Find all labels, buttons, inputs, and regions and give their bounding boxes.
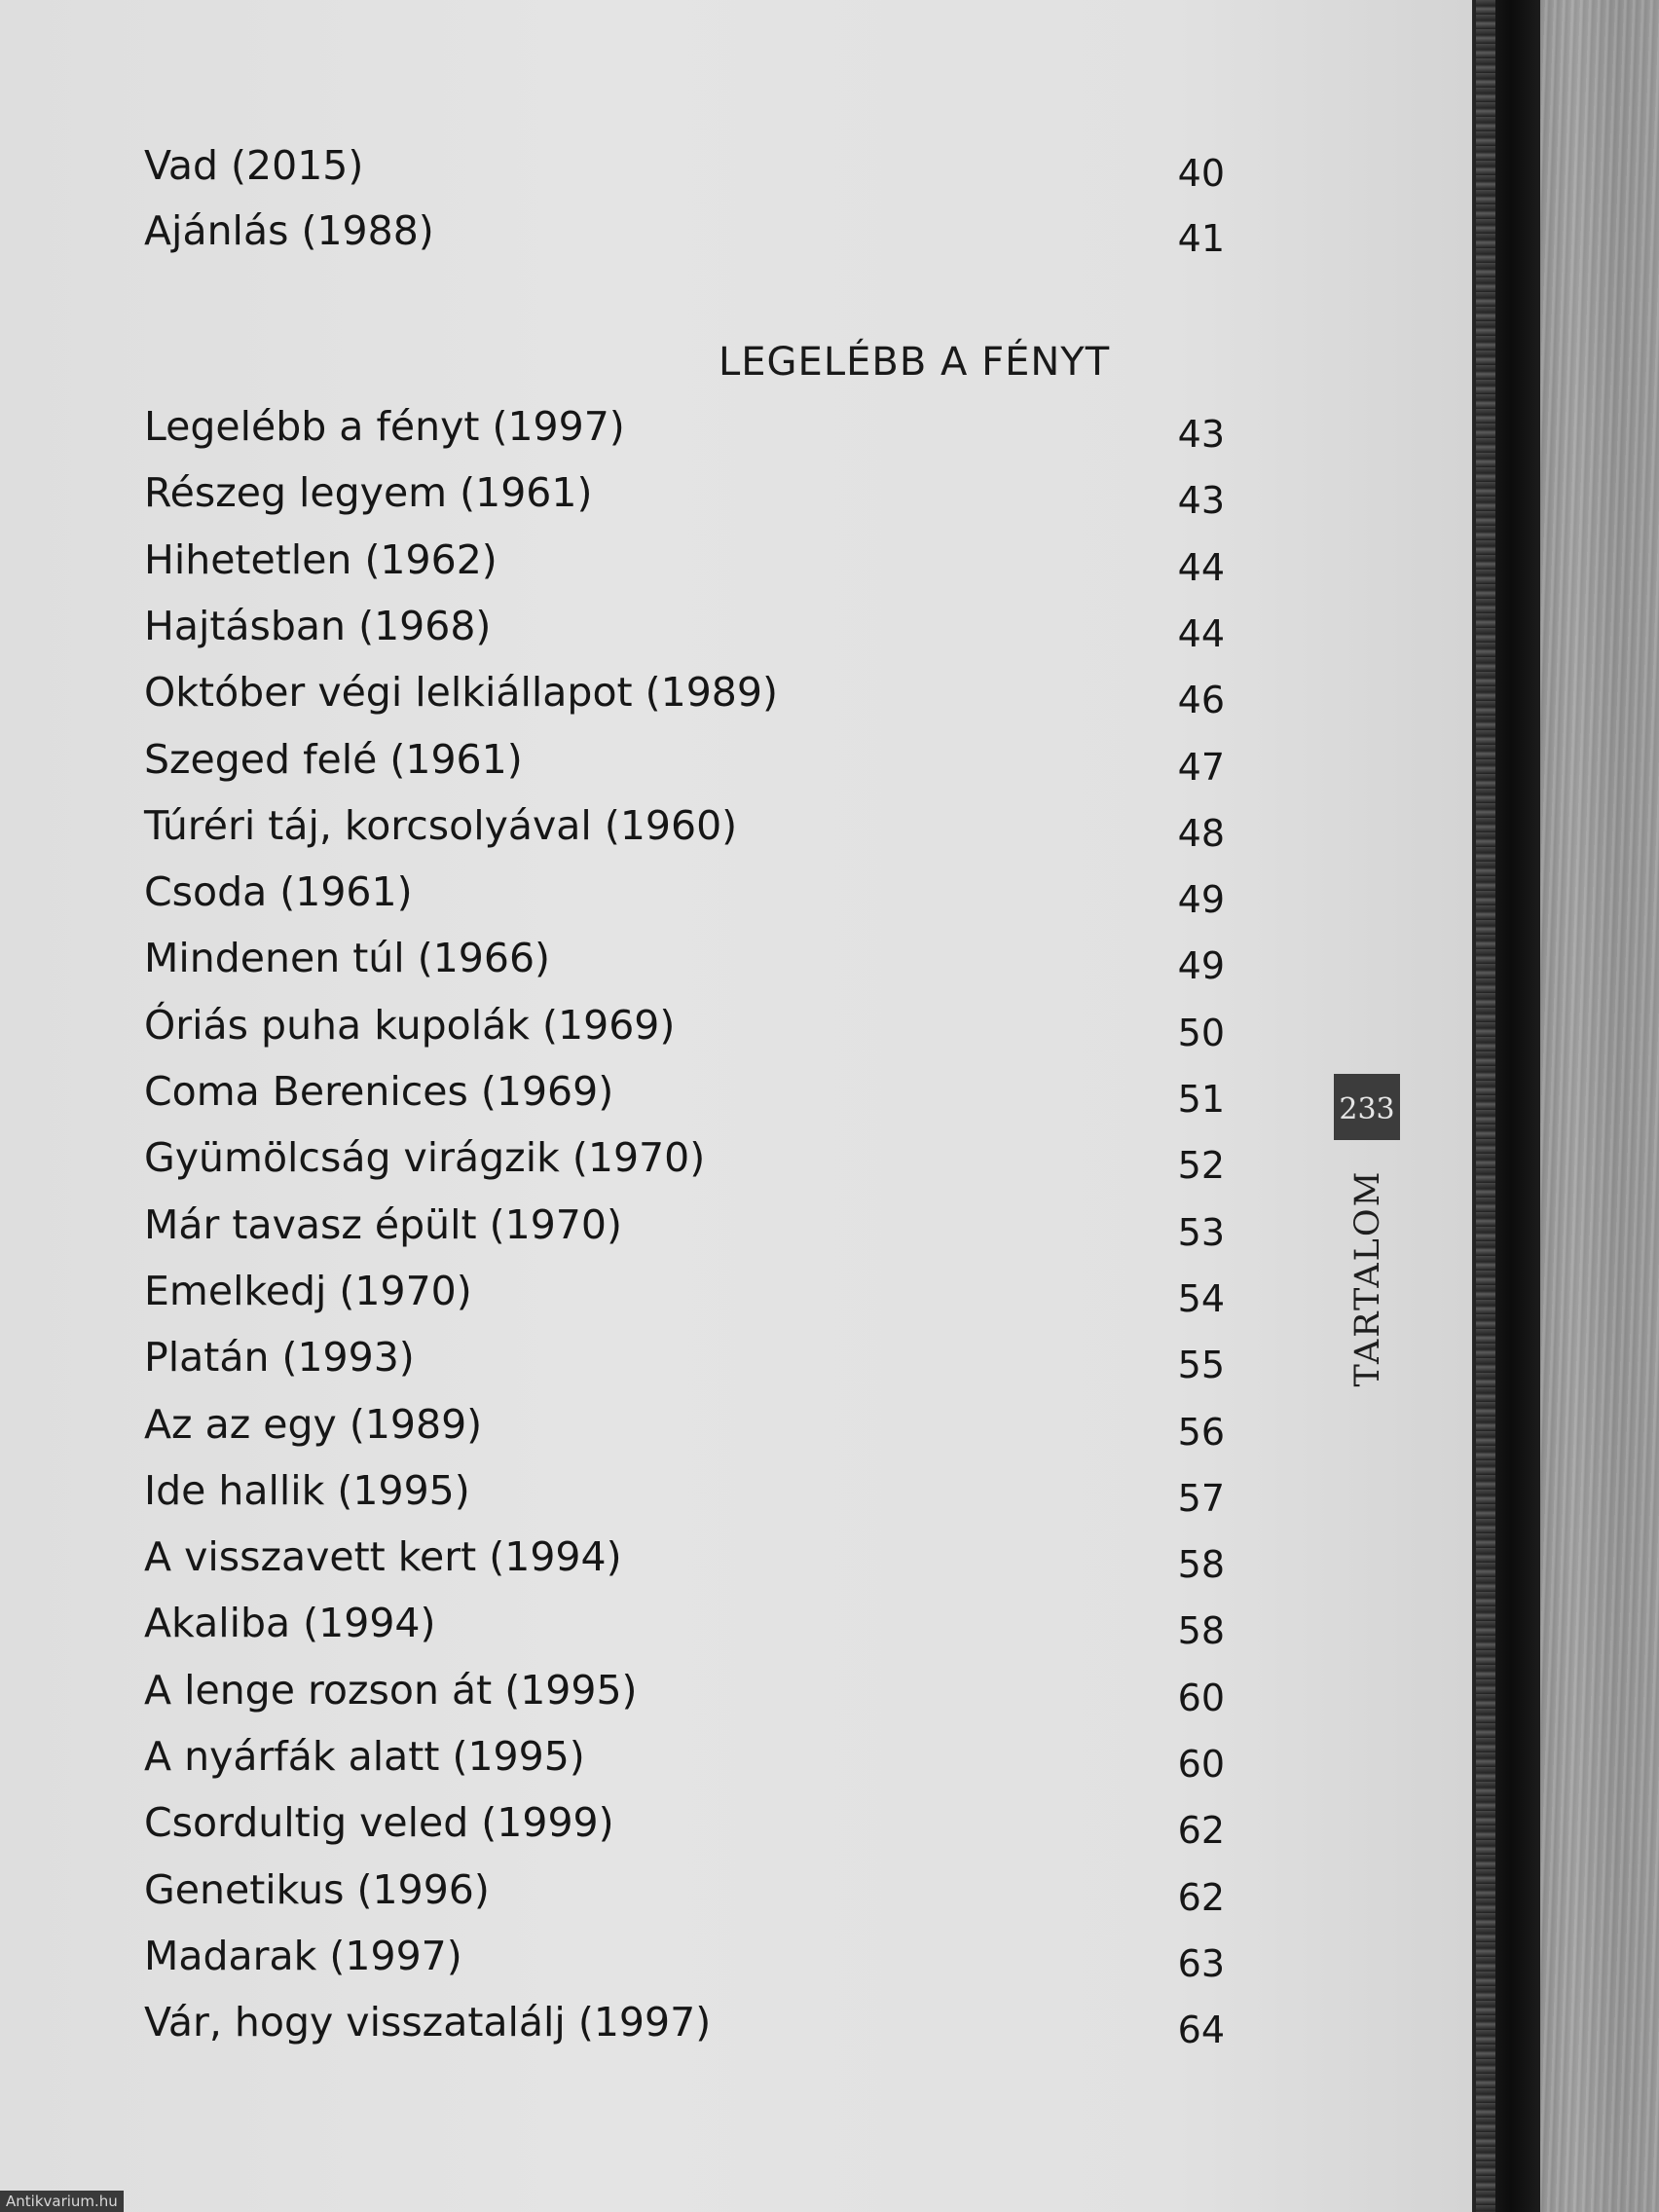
toc-entry-page: 56	[1177, 1411, 1225, 1454]
toc-entry-page: 54	[1177, 1277, 1225, 1320]
toc-entry-title: Csoda (1961)	[144, 868, 413, 915]
toc-entry	[144, 1328, 1225, 1386]
toc-entry-title: Az az egy (1989)	[144, 1401, 483, 1448]
toc-entry	[144, 1793, 1225, 1852]
toc-entry	[144, 1062, 1225, 1121]
toc-entry	[144, 1395, 1225, 1454]
toc-entry	[144, 1196, 1225, 1254]
toc-entry	[144, 1861, 1225, 1919]
toc-entry	[144, 1661, 1225, 1719]
toc-entry	[144, 863, 1225, 921]
toc-entry-page: 40	[1177, 152, 1225, 195]
toc-entry-page: 47	[1177, 746, 1225, 789]
toc-entry-page: 43	[1177, 479, 1225, 522]
toc-entry-title: Ide hallik (1995)	[144, 1467, 470, 1514]
toc-entry-title: Túréri táj, korcsolyával (1960)	[144, 802, 738, 849]
toc-entry-page: 62	[1177, 1876, 1225, 1919]
toc-entry-page: 49	[1177, 944, 1225, 987]
toc-entry-title: Legelébb a fényt (1997)	[144, 403, 625, 450]
toc-entry-title: Csordultig veled (1999)	[144, 1799, 614, 1846]
toc-entry-title: Platán (1993)	[144, 1334, 415, 1381]
toc-entry-page: 60	[1177, 1743, 1225, 1786]
toc-entry-title: Mindenen túl (1966)	[144, 935, 551, 981]
toc-entry-title: Akaliba (1994)	[144, 1600, 436, 1646]
toc-entry-page: 48	[1177, 812, 1225, 855]
toc-entry	[144, 397, 1225, 456]
toc-entry-page: 46	[1177, 679, 1225, 721]
toc-entry-title: Már tavasz épült (1970)	[144, 1201, 622, 1248]
toc-entry-title: Madarak (1997)	[144, 1933, 462, 1979]
toc-entry-page: 50	[1177, 1012, 1225, 1054]
toc-entry	[144, 929, 1225, 987]
toc-entry-title: Vad (2015)	[144, 142, 364, 189]
toc-entry-page: 57	[1177, 1477, 1225, 1520]
toc-entry-page: 44	[1177, 612, 1225, 655]
toc-entry-page: 58	[1177, 1543, 1225, 1586]
toc-entry	[144, 531, 1225, 589]
toc-entry-page: 44	[1177, 546, 1225, 589]
toc-entry	[144, 1927, 1225, 1985]
toc-entry-title: Szeged felé (1961)	[144, 736, 523, 783]
toc-entry-title: Hajtásban (1968)	[144, 603, 492, 649]
toc-entry	[144, 1993, 1225, 2051]
toc-entry	[144, 1128, 1225, 1187]
section-heading: LEGELÉBB A FÉNYT	[719, 340, 1111, 385]
toc-entry-page: 49	[1177, 878, 1225, 921]
toc-entry	[144, 663, 1225, 721]
toc-entry-title: A visszavett kert (1994)	[144, 1533, 622, 1580]
toc-entry	[144, 463, 1225, 522]
toc-entry-page: 51	[1177, 1078, 1225, 1121]
toc-entry-title: Ajánlás (1988)	[144, 207, 434, 254]
toc-entry-title: A lenge rozson át (1995)	[144, 1667, 638, 1714]
toc-entry-title: Hihetetlen (1962)	[144, 536, 498, 583]
toc-entry	[144, 1528, 1225, 1586]
toc-entry	[144, 796, 1225, 855]
toc-entry	[144, 1461, 1225, 1520]
toc-entry-page: 43	[1177, 413, 1225, 456]
toc-entry-page: 60	[1177, 1677, 1225, 1719]
toc-entry	[144, 730, 1225, 789]
toc-entry-page: 63	[1177, 1942, 1225, 1985]
toc-entry-page: 41	[1177, 217, 1225, 260]
toc-entry-page: 64	[1177, 2009, 1225, 2051]
toc-entry-title: Gyümölcság virágzik (1970)	[144, 1134, 706, 1181]
toc-entry-title: Október végi lelkiállapot (1989)	[144, 669, 778, 716]
toc-entry	[144, 202, 1225, 260]
toc-entry	[144, 996, 1225, 1054]
toc-entry-title: Részeg legyem (1961)	[144, 469, 593, 516]
cover-texture	[1476, 0, 1495, 2212]
toc-entry-page: 62	[1177, 1809, 1225, 1852]
toc-entry-page: 52	[1177, 1144, 1225, 1187]
toc-entry-title: A nyárfák alatt (1995)	[144, 1733, 585, 1780]
toc-entry-title: Emelkedj (1970)	[144, 1268, 472, 1314]
toc-entry-title: Vár, hogy visszatalálj (1997)	[144, 1999, 712, 2046]
running-head: TARTALOM	[1348, 1169, 1387, 1387]
toc-entry	[144, 1727, 1225, 1786]
toc-entry-page: 53	[1177, 1211, 1225, 1254]
toc-entry-title: Genetikus (1996)	[144, 1866, 490, 1913]
watermark: Antikvarium.hu	[0, 2191, 124, 2212]
toc-entry	[144, 136, 1225, 195]
toc-entry	[144, 1262, 1225, 1320]
toc-entry	[144, 1594, 1225, 1652]
page-number-badge: 233	[1334, 1074, 1400, 1140]
toc-entry-page: 58	[1177, 1609, 1225, 1652]
toc-entry-title: Óriás puha kupolák (1969)	[144, 1002, 676, 1049]
toc-entry-page: 55	[1177, 1344, 1225, 1386]
toc-entry-title: Coma Berenices (1969)	[144, 1068, 614, 1115]
toc-entry	[144, 597, 1225, 655]
